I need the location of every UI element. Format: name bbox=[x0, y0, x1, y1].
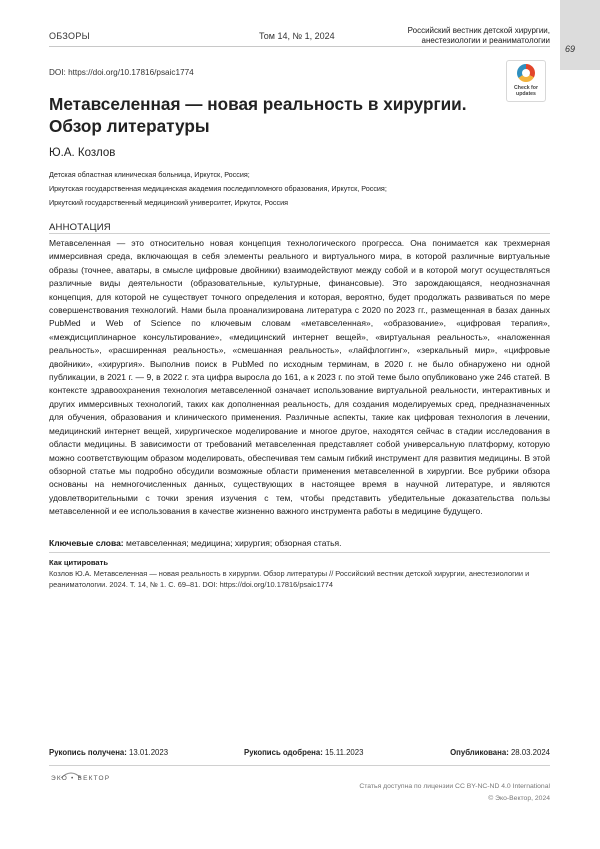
abstract-heading: АННОТАЦИЯ bbox=[49, 222, 111, 233]
page-number: 69 bbox=[565, 44, 576, 54]
check-for-updates-text: Check for updates bbox=[514, 85, 538, 97]
citation-heading: Как цитировать bbox=[49, 558, 109, 567]
volume-label: Том 14, № 1, 2024 bbox=[259, 31, 335, 41]
article-title-line1: Метавселенная — новая реальность в хирургии. bbox=[49, 94, 467, 114]
affiliation: Иркутский государственный медицинский университет, Иркутск, Россия bbox=[49, 198, 289, 207]
side-tab bbox=[560, 0, 600, 70]
affiliation: Иркутская государственная медицинская академия последипломного образования, Иркутск, Россия; bbox=[49, 184, 387, 193]
date-published: Опубликована: 28.03.2024 bbox=[450, 748, 550, 757]
author-name: Ю.А. Козлов bbox=[49, 147, 116, 159]
keywords bbox=[49, 538, 342, 548]
journal-name-line2: анестезиологии и реаниматологии bbox=[421, 36, 550, 45]
date-received: Рукопись получена: 13.01.2023 bbox=[49, 748, 169, 757]
citation-text: Козлов Ю.А. Метавселенная — новая реальность в хирургии. Обзор литературы // Российский вестник детской хирургии, анестезиологии и реаниматологии. 2024. Т. 14, № 1. С. 69–81. DOI: https://doi.org/10.17816/psaic1774 bbox=[49, 569, 530, 589]
keywords-divider bbox=[49, 552, 550, 553]
affiliation: Детская областная клиническая больница, Иркутск, Россия; bbox=[49, 170, 250, 179]
header-divider bbox=[49, 46, 550, 47]
copyright-text: © Эко-Вектор, 2024 bbox=[488, 795, 550, 802]
keywords-value: метавселенная; медицина; хирургия; обзорная статья. bbox=[123, 538, 342, 548]
publisher-logo-text: ЭКО • ВЕКТОР bbox=[51, 775, 111, 782]
abstract-text: Метавселенная — это относительно новая концепция технологического прогресса. Она понимается как трехмерная иммерсивная среда, включающая в себя элементы реального и виртуального мира, в которой различные виртуальные образы (точнее, аватары, в смысле цифровые двойники) взаимодействуют между собой и в которой могут осуществляться различные виды деятельности (образовательные, культурные, финансовые). Это зарождающаяся, неоднозначная концепция, для которой не существует точного определения и которая, вероятно, будет продолжать развиваться по мере совершенствования технологий. Нами была проанализирована литература с 2020 по 2023 гг., размещенная в базах данных PubMed и Web of Science по ключевым словам «метавселенная», «образование», «цифровая терапия», «междисциплинарное консультирование», «медицинский интернет вещей», «виртуальная реальность», «наложенная реальность», «расширенная реальность», «смешанная реальность», «лайфлоггинг», «зеркальный мир», «цифровые двойники», «хирургия». Выполнив поиск в PubMed по исходным терминам, в 2020 г. не было обнаружено ни одной публикации, в 2021 г. — 9, в 2022 г. эта цифра выросла до 161, а к 2023 г. по этой теме было опубликовано уже 246 статей. В контексте здравоохранения технология метавселенной означает использование виртуальной реальности, интерактивных и других иммерсивных технологий, таких как дополненная реальность, для создания моделируемых сред, предназначенных для обучения, образования и клинического применения. Различные аспекты, такие как цифровая технология в лечении, медицинский интернет вещей, хирургическое моделирование и многое другое, находятся сейчас в стадии исследования в области медицины. В зависимости от требований метавселенная представляет собой универсальную платформу, которую можно соответствующим образом моделировать, обеспечивая тем самым гибкий инструмент для развития медицины. В этой обзорной статье мы подробно обсудили возможные области применения метавселенной в хирургии. Все рубрики обзора основаны на немногочисленных данных, существующих в настоящее время в научной литературе, и являются удовлетворительными с точки зрения изучения с тем, чтобы представить убедительные доказательства пользы метавселенной и ее использования в качестве жизненно важного инструмента работы в медицине будущего. bbox=[49, 238, 550, 517]
date-approved: Рукопись одобрена: 15.11.2023 bbox=[244, 748, 364, 757]
license-text: Статья доступна по лицензии CC BY-NC-ND 4.0 International bbox=[359, 783, 550, 790]
journal-name bbox=[360, 26, 550, 46]
article-title-line2: Обзор литературы bbox=[49, 116, 210, 136]
keywords-label: Ключевые слова: bbox=[49, 538, 124, 548]
footer-divider bbox=[49, 765, 550, 766]
abstract-divider bbox=[49, 233, 550, 234]
doi-link[interactable]: DOI: https://doi.org/10.17816/psaic1774 bbox=[49, 68, 194, 77]
journal-name-line1: Российский вестник детской хирургии, bbox=[407, 26, 550, 35]
article-title bbox=[49, 93, 489, 137]
check-for-updates-badge[interactable] bbox=[506, 60, 546, 102]
section-label: ОБЗОРЫ bbox=[49, 31, 90, 41]
check-for-updates-icon bbox=[517, 64, 535, 82]
